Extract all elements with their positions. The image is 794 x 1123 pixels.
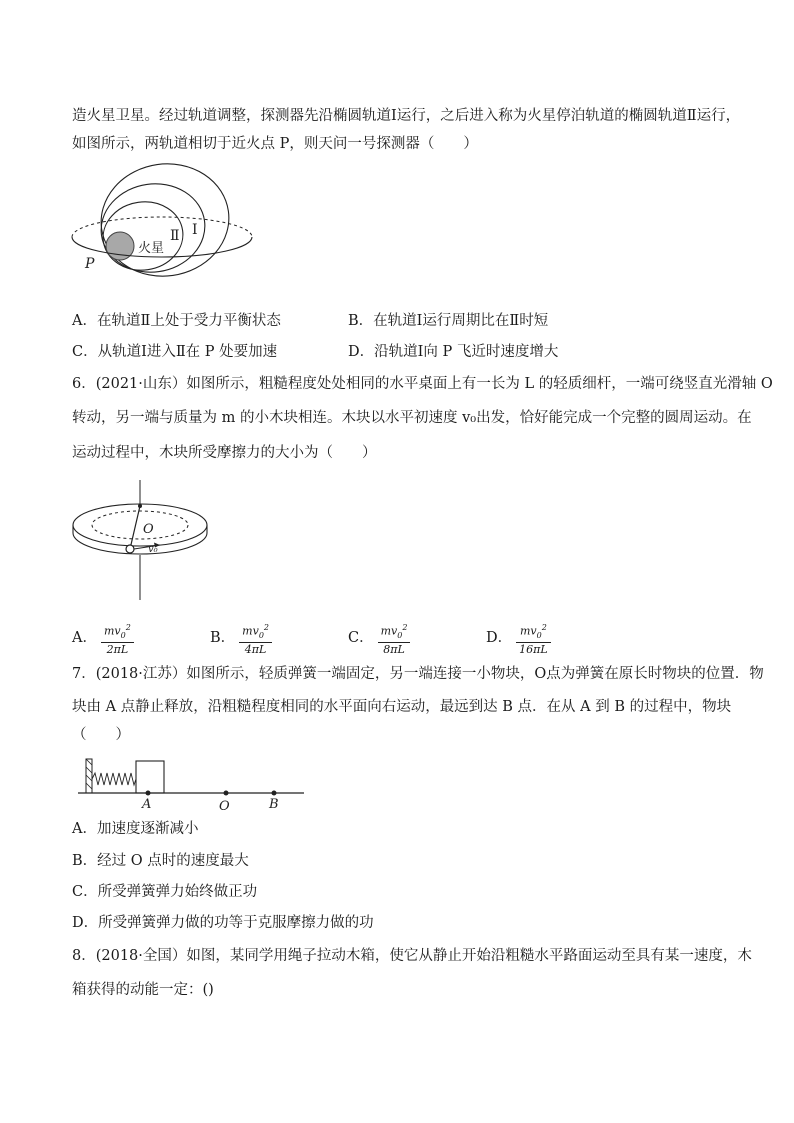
q6-text-line-3: 运动过程中，木块所受摩擦力的大小为（ ） bbox=[72, 445, 377, 461]
point-p-label: P bbox=[85, 256, 95, 272]
fraction-a: $\frac{mv_0^2}{2\pi L}$ bbox=[101, 621, 134, 656]
q7-option-b: B．经过 O 点时的速度最大 bbox=[72, 853, 249, 869]
q5-option-c: C．从轨道Ⅰ进入Ⅱ在 P 处要加速 bbox=[72, 344, 278, 360]
q6-text-line-2: 转动，另一端与质量为 m 的小木块相连。木块以水平初速度 v₀出发，恰好能完成一个完整的圆周运动。在 bbox=[72, 410, 752, 426]
q6-option-c bbox=[348, 621, 410, 656]
fraction-c-denominator: 8πL bbox=[383, 642, 405, 656]
q8-text-line-2: 箱获得的动能一定：() bbox=[72, 982, 214, 998]
point-a-label: A bbox=[142, 797, 152, 812]
fraction-d: $\frac{mv_0^2}{16\pi L}$ bbox=[516, 621, 551, 656]
q7-option-c: C．所受弹簧弹力始终做正功 bbox=[72, 884, 258, 900]
q6-option-d-letter: D． bbox=[486, 630, 513, 647]
q6-option-d bbox=[486, 621, 551, 656]
q7-text-line-3: （ ） bbox=[72, 727, 130, 743]
q8-text-line-1: 8．(2018·全国）如图，某同学用绳子拉动木箱，使它从静止开始沿粗糙水平路面运动至具有某一速度，木 bbox=[72, 948, 752, 964]
rotating-rod-figure bbox=[70, 478, 210, 603]
q5-option-d: D．沿轨道Ⅰ向 P 飞近时速度增大 bbox=[348, 344, 559, 360]
q6-option-a bbox=[72, 621, 134, 656]
q6-option-b-letter: B． bbox=[210, 630, 236, 647]
q5-text-line-2: 如图所示，两轨道相切于近火点 P，则天问一号探测器（ ） bbox=[72, 136, 478, 152]
velocity-label: v₀ bbox=[148, 544, 158, 555]
q5-option-b: B．在轨道Ⅰ运行周期比在Ⅱ时短 bbox=[348, 313, 549, 329]
mars-orbit-figure bbox=[68, 160, 268, 280]
fraction-b-denominator: 4πL bbox=[244, 642, 267, 656]
fraction-d-denominator: 16πL bbox=[519, 642, 548, 656]
q6-option-a-letter: A． bbox=[72, 630, 97, 647]
spring-block-figure bbox=[76, 753, 308, 813]
q6-option-b bbox=[210, 621, 272, 656]
q7-text-line-1: 7．(2018·江苏）如图所示，轻质弹簧一端固定，另一端连接一小物块，O点为弹簧在原长时物块的位置．物 bbox=[72, 666, 764, 682]
point-b-label: B bbox=[269, 797, 279, 812]
q7-option-d: D．所受弹簧弹力做的功等于克服摩擦力做的功 bbox=[72, 915, 374, 931]
orbit-label-2: Ⅱ bbox=[170, 228, 180, 244]
planet-label: 火星 bbox=[138, 241, 165, 256]
q6-text-line-1: 6．(2021·山东）如图所示，粗糙程度处处相同的水平桌面上有一长为 L 的轻质细杆，一端可绕竖直光滑轴 O bbox=[72, 376, 773, 392]
center-o-label: O bbox=[143, 522, 154, 537]
q6-option-c-letter: C． bbox=[348, 630, 374, 647]
fraction-c: $\frac{mv_0^2}{8\pi L}$ bbox=[378, 621, 411, 656]
point-o-label: O bbox=[219, 799, 230, 813]
q7-option-a: A．加速度逐渐减小 bbox=[72, 821, 199, 837]
orbit-label-1: Ⅰ bbox=[192, 222, 198, 238]
q7-text-line-2: 块由 A 点静止释放，沿粗糙程度相同的水平面向右运动，最远到达 B 点．在从 A 到 B 的过程中，物块 bbox=[72, 699, 732, 715]
q5-option-a: A．在轨道Ⅱ上处于受力平衡状态 bbox=[72, 313, 281, 329]
fraction-a-denominator: 2πL bbox=[106, 642, 129, 656]
fraction-b: $\frac{mv_0^2}{4\pi L}$ bbox=[239, 621, 272, 656]
q5-text-line-1: 造火星卫星。经过轨道调整，探测器先沿椭圆轨道Ⅰ运行，之后进入称为火星停泊轨道的椭圆轨道Ⅱ运行， bbox=[72, 108, 741, 124]
